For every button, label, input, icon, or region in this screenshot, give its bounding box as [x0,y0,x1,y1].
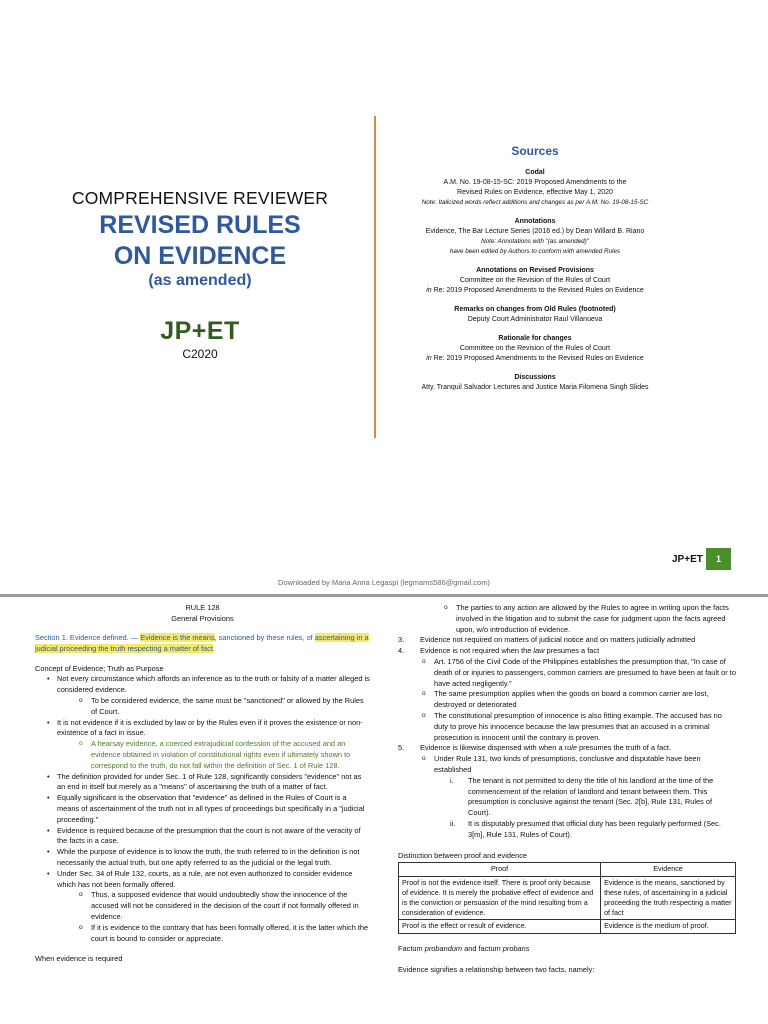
source-revised-text: Re: 2019 Proposed Amendments to the Revised Rules on Evidence [433,287,644,294]
distinction-heading: Distinction between proof and evidence [398,850,528,860]
factum-heading [398,944,736,955]
numbered-item-3 [398,635,736,646]
sub-list-item: o Under Rule 131, two kinds of presumptions, conclusive and disputable have been established [422,754,736,776]
roman-text: It is disputably presumed that official duty has been regularly performed (Sec. 3[m], Rule 131, Rules of Court). [468,818,721,839]
column-header-proof: Proof [399,863,601,876]
section-1-highlight-2: ascertaining in a judicial proceeding the truth respecting a matter of fact [35,633,369,653]
list-item-text: It is not evidence if it is excluded by law or by the Rules even if it proves the existence or non-existence of a fact in issue. [57,717,363,738]
source-revised-line: Committee on the Revision of the Rules of Court [459,277,611,284]
table-row [399,920,736,933]
roman-text: The tenant is not permitted to deny the title of his landlord at the time of the commencement of the relation of landlord and tenant between them. This presumption is conclusive against the tenant (Sec. 2[b], Rule 131, Rules of Court). [468,775,714,818]
source-rationale [385,334,685,364]
list-item: • While the purpose of evidence is to know the truth, the truth referred to in the definition is not necessarily the actual truth, but one aptly referred to as the judicial or the legal truth. [47,847,370,869]
factum-text: and factum [462,943,503,953]
sub-list [79,890,370,944]
main-title-line-1: REVISED RULES [99,211,301,239]
section-1-mid: , sanctioned by these rules, of [214,633,315,642]
source-rationale-text: Re: 2019 Proposed Amendments to the Revised Rules on Evidence [433,355,644,362]
source-revised-provisions [385,266,685,296]
roman-list [450,776,736,841]
item-text: Evidence not required on matters of judicial notice and on matters judicially admitted [420,635,696,645]
item-text: Evidence is not required when the [420,646,534,656]
source-codal [385,168,685,208]
item-text: presumes the truth of a fact. [576,743,672,753]
roman-number: i. [450,775,454,785]
sub-list-item: o Thus, a supposed evidence that would undoubtedly show the innocence of the accused will not be considered in the decision of the court if not formally offered in evidence. [79,890,370,922]
source-rationale-prefix: in [426,355,434,362]
numbered-item-4 [398,646,736,657]
left-column [35,603,370,965]
item-number: 5. [398,743,405,753]
item-number: 3. [398,635,405,645]
factum-text-italic: probandum [424,943,463,953]
sub-list [422,657,736,743]
rule-subtitle: General Provisions [171,613,234,623]
list-item [47,869,370,945]
numbered-item-5 [398,743,736,754]
reviewer-label: COMPREHENSIVE REVIEWER [71,188,329,208]
item-text-italic: law [533,646,545,656]
list-item: • Equally significant is the observation that "evidence" as defined in the Rules of Court is a means of ascertainment of the truth not in all types of proceedings but specifically in a "judicial proceeding." [47,793,370,825]
roman-item [450,776,736,819]
table-cell: Proof is the effect or result of evidence. [399,920,601,933]
source-discussions-line: Atty. Tranquil Salvador Lectures and Justice Maria Filomena Singh Slides [421,384,649,391]
proof-evidence-table [398,862,736,933]
table-header-row [399,863,736,876]
year-label: C2020 [182,347,218,361]
when-evidence-required-heading: When evidence is required [35,954,123,964]
right-column [398,603,736,976]
sub-list [444,603,736,635]
source-discussions [385,373,685,393]
section-1-heading: Section 1. Evidence defined. — [35,633,141,642]
sub-list-item: o The parties to any action are allowed by the Rules to agree in writing upon the facts involved in the litigation and to submit the case for judgment upon the facts agreed upon, w/o introduction of evidence. [444,603,736,635]
table-cell: Evidence is the means, sanctioned by these rules, of ascertaining in a judicial proceeding the truth respecting a matter of fact [601,876,736,920]
table-row [399,876,736,920]
section-1-end: . [212,643,215,653]
numbered-list [398,635,736,840]
item-number: 4. [398,646,405,656]
list-item-text: Not every circumstance which affords an inference as to the truth or falsity of a matter alleged is considered evidence. [57,674,370,695]
list-item [47,674,370,717]
brand-logo-text: JP+ET [160,317,240,345]
amended-subtitle: (as amended) [148,272,252,289]
source-annotations-line: Evidence, The Bar Lecture Series (2016 ed.) by Dean Willard B. Riano [425,228,645,235]
source-remarks-title: Remarks on changes from Old Rules (footnoted) [454,306,616,313]
cover-title-block [40,188,360,361]
download-attribution: Downloaded by Maria Anna Legaspi (legmams586@gmail.com) [278,578,490,587]
factum-text: Factum [398,943,425,953]
vertical-divider [374,116,376,438]
sub-list-item: o To be considered evidence, the same must be "sanctioned" or allowed by the Rules of Court. [79,696,370,718]
sub-list [79,696,370,718]
sub-list [422,754,736,776]
sub-list-item: o Art. 1756 of the Civil Code of the Philippines establishes the presumption that, "In case of death of or injuries to passengers, common carriers are presumed to have been at fault or to have acted negligently." [422,657,736,689]
source-rationale-line: Committee on the Revision of the Rules of Court [459,345,611,352]
list-item: • Evidence is required because of the presumption that the court is not aware of the veracity of the facts in a case. [47,826,370,848]
page-number-badge: 1 [706,548,731,570]
column-header-evidence: Evidence [601,863,736,876]
roman-item [450,819,736,841]
sub-list-item: o The same presumption applies when the goods on board a common carrier are lost, destroyed or deteriorated [422,689,736,711]
source-annotations-note: have been edited by Authors to conform with amended Rules [449,248,621,255]
source-revised-prefix: in [426,287,434,294]
factum-text-italic: probans [502,943,530,953]
source-rationale-title: Rationale for changes [498,335,572,342]
list-item [47,718,370,772]
sub-list-item: o The constitutional presumption of innocence is also fitting example. The accused has no duty to prove his innocence because the law presumes that an accused in a criminal prosecution is innocent until the contrary is proven. [422,711,736,743]
sub-list [79,739,370,771]
list-item-text: Under Sec. 34 of Rule 132, courts, as a rule, are not even authorized to consider evidence which has not been formally offered. [57,868,353,889]
source-remarks [385,305,685,325]
section-1-text [35,633,370,655]
concept-heading: Concept of Evidence; Truth as Purpose [35,663,164,673]
main-title-line-2: ON EVIDENCE [113,242,287,270]
table-cell: Evidence is the medium of proof. [601,920,736,933]
sources-block [385,146,685,402]
roman-number: ii. [450,818,456,828]
source-rationale-line [385,354,685,364]
content-page [0,597,768,1024]
source-codal-title: Codal [525,169,545,176]
rule-number: RULE 128 [185,603,220,612]
source-annotations-note: Note: Annotations with "(as amended)" [481,238,589,245]
section-1-highlight: Evidence is the means [140,633,215,642]
source-discussions-title: Discussions [514,374,556,381]
source-annotations-title: Annotations [514,218,556,225]
sub-list-item: o A hearsay evidence, a coerced extrajudicial confession of the accused and an evidence obtained in violation of constitutional rights even if ultimately shown to correspond to the truth, do not fall within the definition of Sec. 1 of Rule 128. [79,739,370,771]
sub-list-item: o If it is evidence to the contrary that has been formally offered, it is the latter which the court is bound to consider or appreciate. [79,923,370,945]
source-revised-title: Annotations on Revised Provisions [476,267,594,274]
item-text-italic: rule [564,743,577,753]
source-codal-line: Revised Rules on Evidence, effective May 1, 2020 [457,189,613,196]
sources-heading: Sources [511,144,559,158]
source-annotations [385,217,685,257]
source-codal-note: Note: Italicized words reflect additions and changes as per A.M. No. 19-08-15-SC [421,199,649,206]
source-revised-line [385,286,685,296]
item-text: presumes a fact [544,646,600,656]
item-text: Evidence is likewise dispensed with when a [420,743,565,753]
concept-list [47,674,370,944]
footer-brand: JP+ET [672,554,703,565]
signifies-text: Evidence signifies a relationship between two facts, namely: [398,965,595,975]
source-remarks-line: Deputy Court Administrator Raul Villanueva [467,316,603,323]
list-item: • The definition provided for under Sec. 1 of Rule 128, significantly considers "evidence" not as an end in itself but merely as a "means" of ascertaining the truth of a matter of fact. [47,772,370,794]
table-cell: Proof is not the evidence itself. There is proof only because of evidence. It is merely the probative effect of evidence and is the conviction or persuasion of the mind resulting from a consideration of evidence. [399,876,601,920]
source-codal-line: A.M. No. 19-08-15-SC: 2019 Proposed Amendments to the [443,179,627,186]
